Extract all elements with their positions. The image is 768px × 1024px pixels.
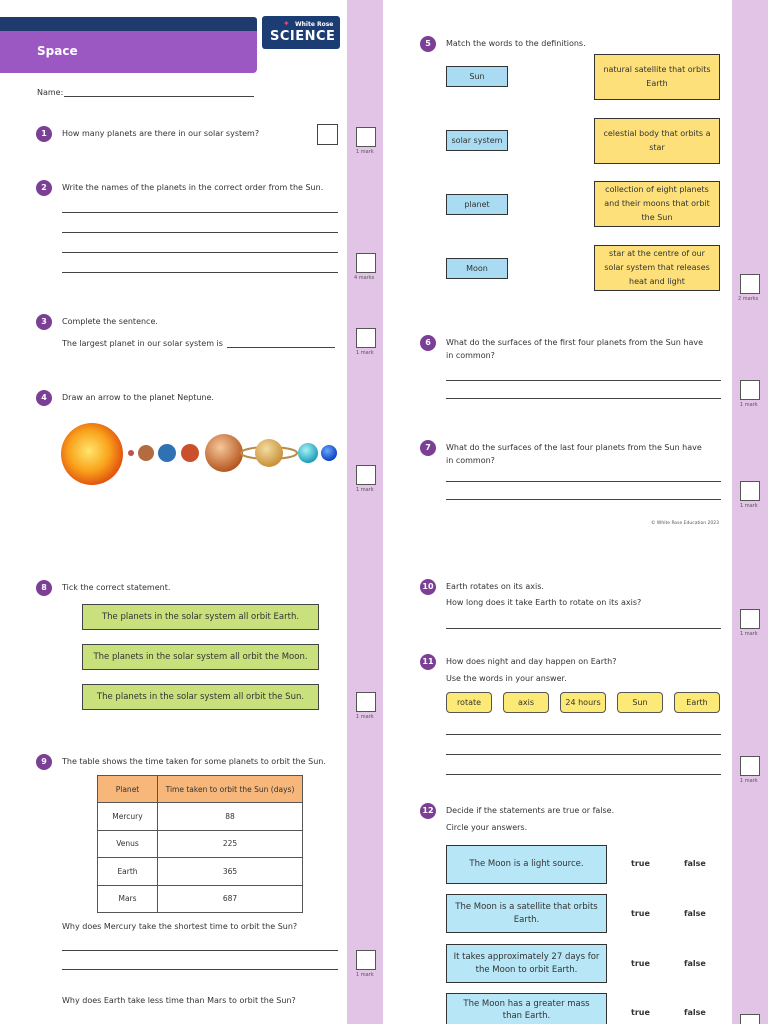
statement-2: The Moon is a satellite that orbits Earth. [446, 894, 607, 933]
answer-line[interactable] [446, 734, 721, 735]
question-1-text: How many planets are there in our solar system? [62, 129, 260, 138]
saturn-image [255, 439, 283, 467]
question-11-number: 11 [420, 654, 436, 670]
statement-1-true[interactable]: true [631, 859, 650, 868]
statement-1-false[interactable]: false [684, 859, 706, 868]
statement-4: The Moon has a greater mass than Earth. [446, 993, 607, 1024]
question-8-number: 8 [36, 580, 52, 596]
question-6-text-line2: in common? [446, 351, 495, 360]
name-line[interactable] [64, 96, 254, 97]
statement-2-true[interactable]: true [631, 909, 650, 918]
mercury-image [128, 450, 134, 456]
question-9-text: The table shows the time taken for some planets to orbit the Sun. [62, 757, 326, 766]
statement-3-false[interactable]: false [684, 959, 706, 968]
question-3-text: Complete the sentence. [62, 317, 158, 326]
question-6-text-line1: What do the surfaces of the first four planets from the Sun have [446, 338, 704, 347]
question-10-mark-box[interactable] [740, 609, 760, 629]
question-1-mark-box[interactable] [356, 127, 376, 147]
question-9-sub2: Why does Earth take less time than Mars to orbit the Sun? [62, 996, 296, 1005]
header-bar-dark [0, 17, 257, 31]
table-row [98, 885, 303, 913]
answer-line[interactable] [62, 272, 338, 273]
name-label: Name: [37, 88, 64, 97]
answer-line[interactable] [62, 212, 338, 213]
word-axis: axis [503, 692, 549, 713]
statement-2-false[interactable]: false [684, 909, 706, 918]
answer-line[interactable] [62, 232, 338, 233]
word-24-hours: 24 hours [560, 692, 606, 713]
question-12-number: 12 [420, 803, 436, 819]
sun-image [61, 423, 123, 485]
statement-option-3[interactable]: The planets in the solar system all orbit the Sun. [82, 684, 319, 710]
question-12-mark-box[interactable] [740, 1014, 760, 1024]
statement-1: The Moon is a light source. [446, 845, 607, 884]
match-definition-4[interactable]: star at the centre of our solar system that releases heat and light [594, 245, 720, 291]
word-rotate: rotate [446, 692, 492, 713]
question-2-mark-box[interactable] [356, 253, 376, 273]
neptune-image [321, 445, 337, 461]
table-cell: Venus [98, 830, 158, 858]
statement-3-true[interactable]: true [631, 959, 650, 968]
question-3-mark-box[interactable] [356, 328, 376, 348]
question-1-number: 1 [36, 126, 52, 142]
question-4-text: Draw an arrow to the planet Neptune. [62, 393, 214, 402]
match-word-solar-system[interactable]: solar system [446, 130, 508, 151]
table-header-time: Time taken to orbit the Sun (days) [158, 776, 303, 803]
question-3-sentence: The largest planet in our solar system is [62, 339, 223, 348]
question-3-answer-line[interactable] [227, 347, 335, 348]
jupiter-image [205, 434, 243, 472]
question-3-number: 3 [36, 314, 52, 330]
statement-4-false[interactable]: false [684, 1008, 706, 1017]
answer-line[interactable] [446, 628, 721, 629]
question-7-text-line2: in common? [446, 456, 495, 465]
question-5-text: Match the words to the definitions. [446, 39, 586, 48]
question-4-mark-box[interactable] [356, 465, 376, 485]
question-9-mark-box[interactable] [356, 950, 376, 970]
question-11-text-line1: How does night and day happen on Earth? [446, 657, 617, 666]
brand-main-text: SCIENCE [270, 29, 336, 44]
answer-line[interactable] [446, 398, 721, 399]
table-cell: Earth [98, 858, 158, 886]
match-definition-3[interactable]: collection of eight planets and their moons that orbit the Sun [594, 181, 720, 227]
answer-line[interactable] [62, 969, 338, 970]
question-1-marks: 1 mark [356, 149, 374, 155]
question-6-marks: 1 mark [740, 402, 758, 408]
question-7-number: 7 [420, 440, 436, 456]
table-cell: Mercury [98, 803, 158, 831]
table-cell: 365 [158, 858, 303, 886]
statement-3: It takes approximately 27 days for the Moon to orbit Earth. [446, 944, 607, 983]
mars-image [181, 444, 199, 462]
match-word-planet[interactable]: planet [446, 194, 508, 215]
question-6-mark-box[interactable] [740, 380, 760, 400]
answer-line[interactable] [446, 499, 721, 500]
table-cell: 225 [158, 830, 303, 858]
question-12-text-line1: Decide if the statements are true or false. [446, 806, 615, 815]
question-10-marks: 1 mark [740, 631, 758, 637]
page-title: Space [37, 44, 78, 58]
question-7-text-line1: What do the surfaces of the last four planets from the Sun have [446, 443, 702, 452]
question-12-text-line2: Circle your answers. [446, 823, 528, 832]
brand-star-icon: ✦ [283, 19, 290, 28]
question-11-text-line2: Use the words in your answer. [446, 674, 567, 683]
copyright-text: © White Rose Education 2023 [651, 521, 719, 526]
question-9-sub1: Why does Mercury take the shortest time to orbit the Sun? [62, 922, 298, 931]
statement-4-true[interactable]: true [631, 1008, 650, 1017]
question-7-marks: 1 mark [740, 503, 758, 509]
statement-option-1[interactable]: The planets in the solar system all orbit Earth. [82, 604, 319, 630]
right-marking-strip [732, 0, 768, 1024]
question-8-mark-box[interactable] [356, 692, 376, 712]
brand-top-text: White Rose [295, 21, 334, 28]
question-2-number: 2 [36, 180, 52, 196]
question-5-number: 5 [420, 36, 436, 52]
question-6-number: 6 [420, 335, 436, 351]
earth-image [158, 444, 176, 462]
table-row [98, 830, 303, 858]
question-8-marks: 1 mark [356, 714, 374, 720]
question-5-marks: 2 marks [738, 296, 759, 302]
table-header-planet: Planet [98, 776, 158, 803]
question-2-text: Write the names of the planets in the correct order from the Sun. [62, 183, 324, 192]
word-earth: Earth [674, 692, 720, 713]
question-9-marks: 1 mark [356, 972, 374, 978]
question-5-mark-box[interactable] [740, 274, 760, 294]
match-definition-2[interactable]: celestial body that orbits a star [594, 118, 720, 164]
brand-logo [262, 16, 340, 49]
question-10-text-line1: Earth rotates on its axis. [446, 582, 544, 591]
question-3-marks: 1 mark [356, 350, 374, 356]
venus-image [138, 445, 154, 461]
question-2-marks: 4 marks [354, 275, 375, 281]
question-7-mark-box[interactable] [740, 481, 760, 501]
question-8-text: Tick the correct statement. [62, 583, 171, 592]
word-sun: Sun [617, 692, 663, 713]
table-cell: 88 [158, 803, 303, 831]
question-11-mark-box[interactable] [740, 756, 760, 776]
answer-line[interactable] [446, 380, 721, 381]
question-10-number: 10 [420, 579, 436, 595]
question-10-text-line2: How long does it take Earth to rotate on its axis? [446, 598, 642, 607]
answer-line[interactable] [62, 950, 338, 951]
match-word-sun[interactable]: Sun [446, 66, 508, 87]
table-cell: 687 [158, 885, 303, 913]
question-4-marks: 1 mark [356, 487, 374, 493]
match-word-moon[interactable]: Moon [446, 258, 508, 279]
uranus-image [298, 443, 318, 463]
solar-system-planets-image[interactable] [58, 420, 342, 488]
answer-line[interactable] [446, 754, 721, 755]
table-row [98, 803, 303, 831]
question-9-number: 9 [36, 754, 52, 770]
question-4-number: 4 [36, 390, 52, 406]
statement-option-2[interactable]: The planets in the solar system all orbit the Moon. [82, 644, 319, 670]
table-header-row [98, 776, 303, 803]
answer-line[interactable] [446, 481, 721, 482]
table-row [98, 858, 303, 886]
question-11-marks: 1 mark [740, 778, 758, 784]
match-definition-1[interactable]: natural satellite that orbits Earth [594, 54, 720, 100]
table-cell: Mars [98, 885, 158, 913]
answer-line[interactable] [62, 252, 338, 253]
orbit-table [97, 775, 303, 913]
answer-line[interactable] [446, 774, 721, 775]
question-1-answer-box[interactable] [317, 124, 338, 145]
